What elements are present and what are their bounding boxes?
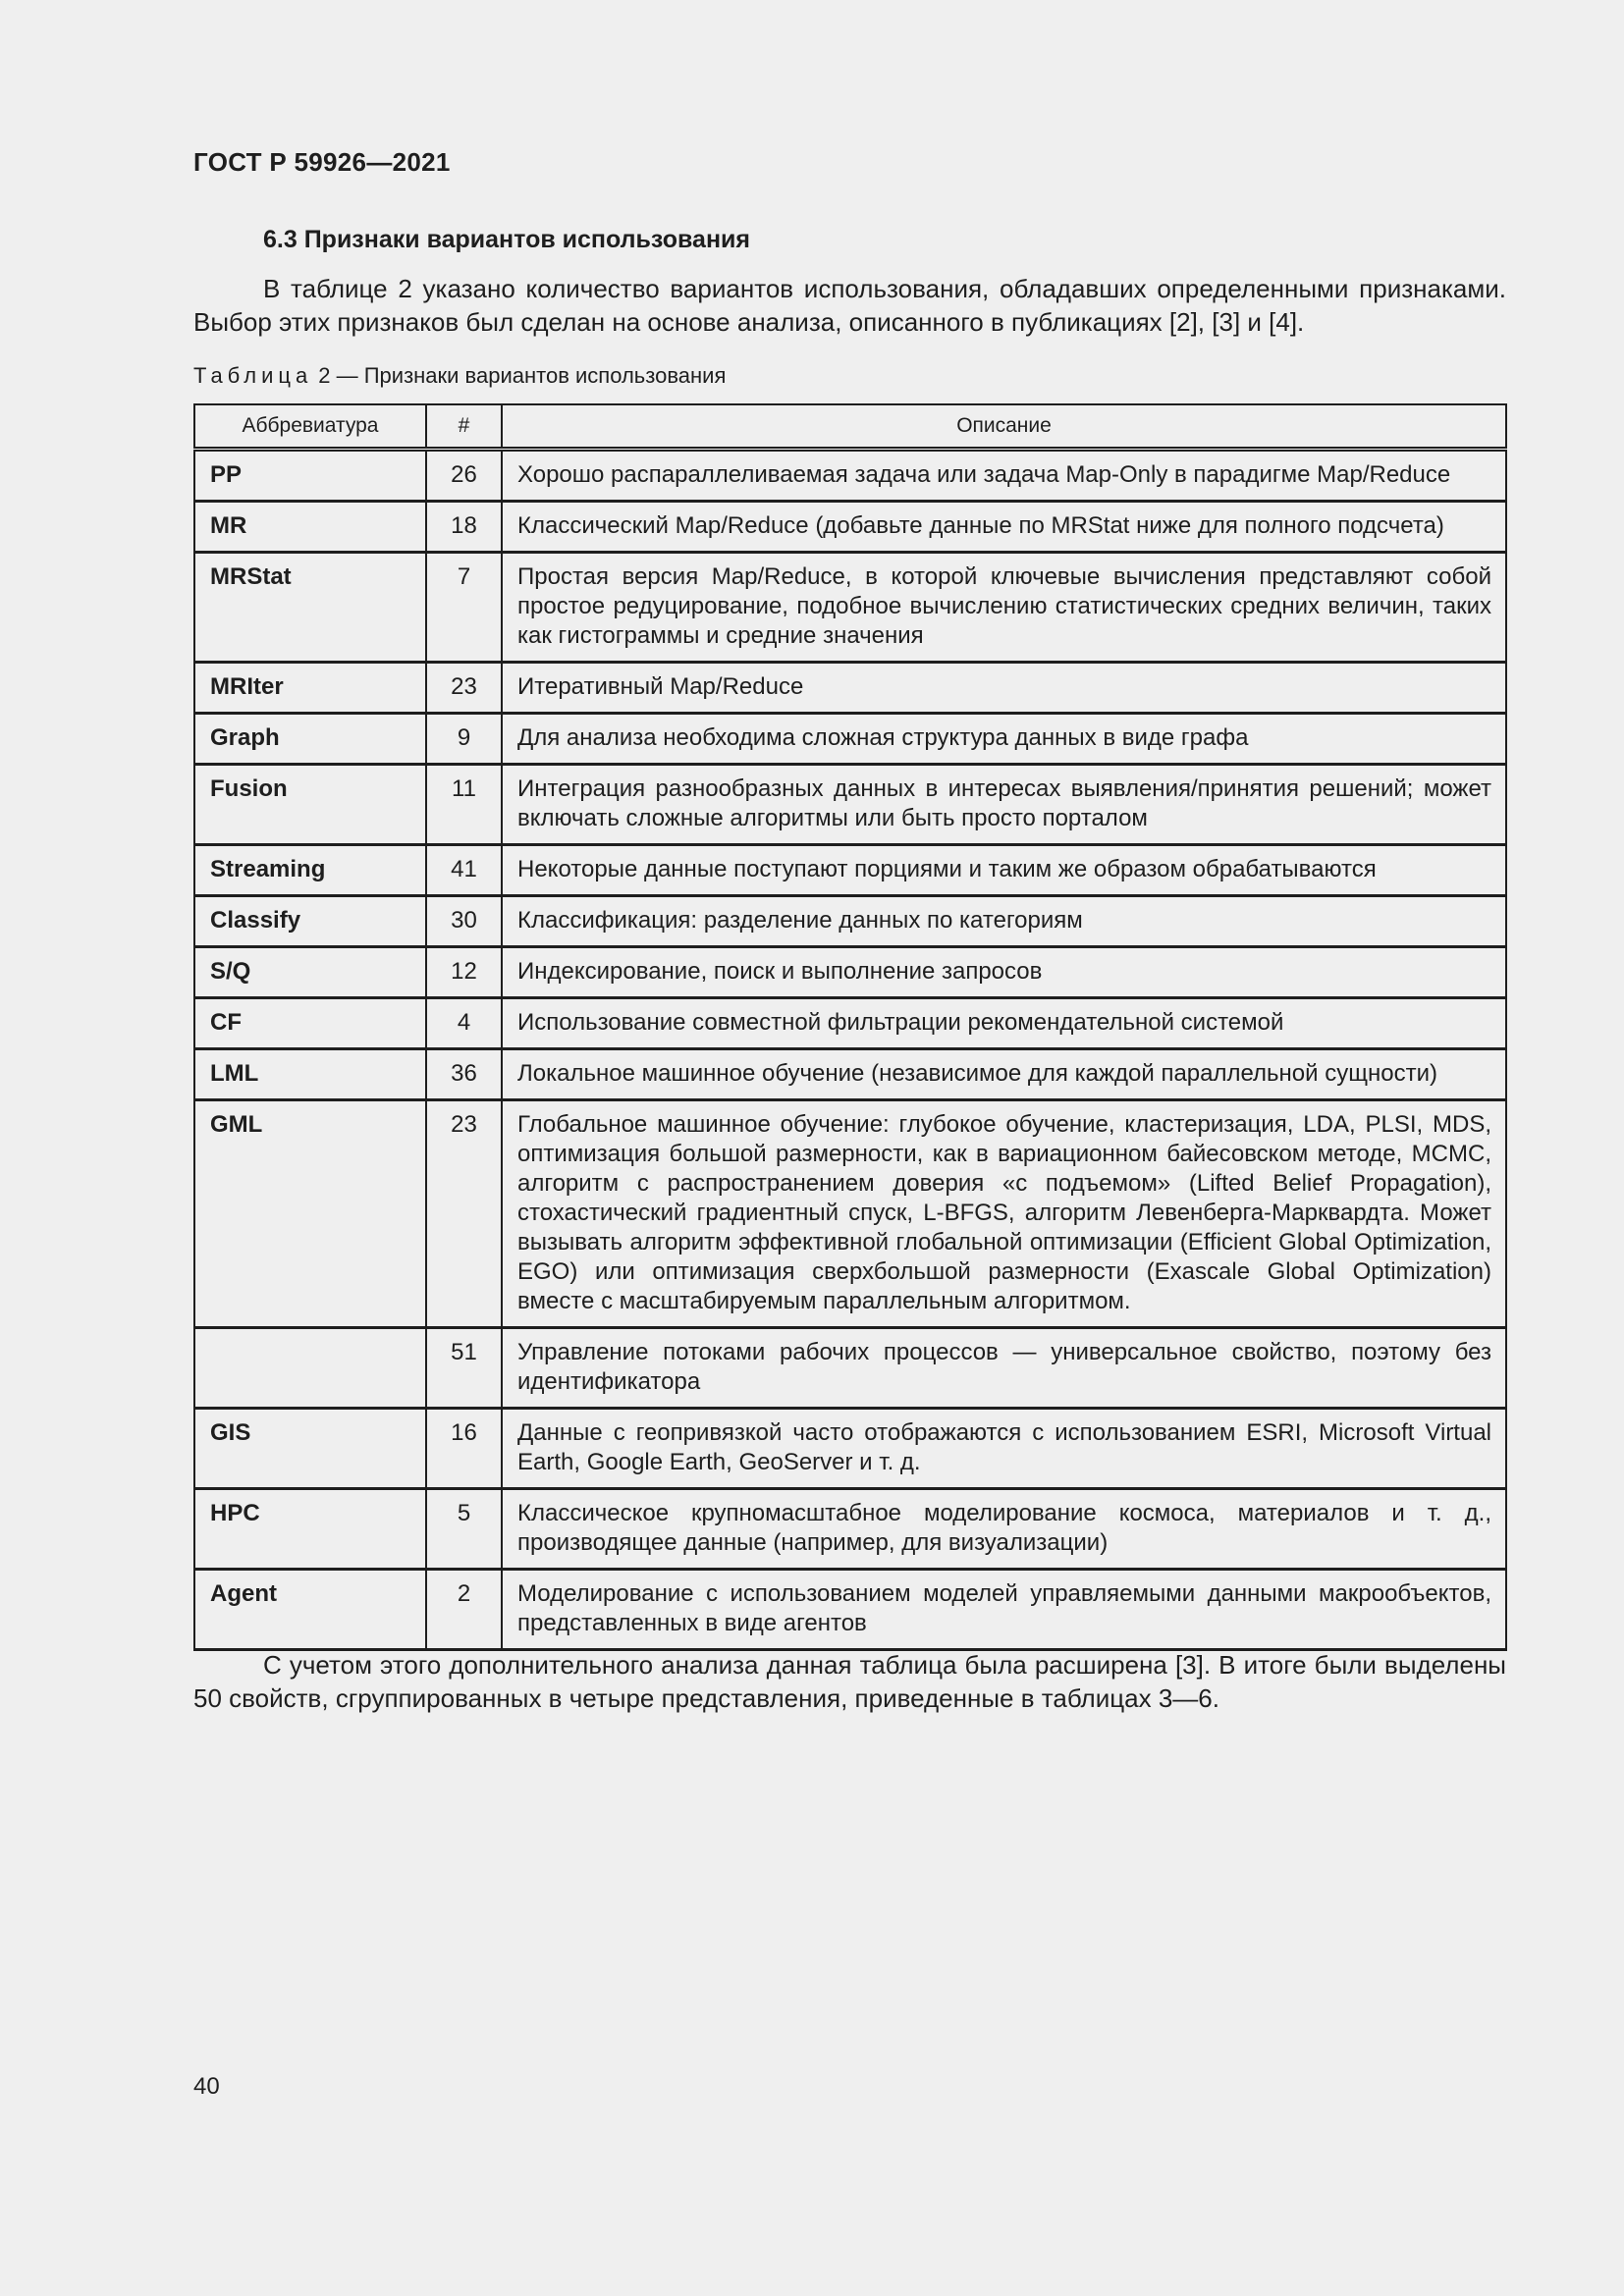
cell-description: Простая версия Map/Reduce, в которой ключевые вычисления представляют собой простое редуцирование, подобное вычислению статистических средних величин, таких как гистограммы и средние значения [502,553,1506,663]
conclusion-paragraph: С учетом этого дополнительного анализа данная таблица была расширена [3]. В итоге были выделены 50 свойств, сгруппированных в четыре представления, приведенные в таблицах 3—6. [193,1650,1506,1713]
cell-count: 26 [426,450,502,502]
cell-description: Некоторые данные поступают порциями и таким же образом обрабатываются [502,845,1506,896]
table-row [194,998,1506,1049]
intro-paragraph: В таблице 2 указано количество вариантов использования, обладавших определенными признаками. Выбор этих признаков был сделан на основе анализа, описанного в публикациях [2], [3] и [4]. [193,274,1506,337]
cell-count: 9 [426,714,502,765]
table-row [194,947,1506,998]
table-caption-label: Таблица [193,363,313,388]
table-row [194,1100,1506,1328]
cell-abbreviation: Graph [194,714,426,765]
cell-count: 7 [426,553,502,663]
document-header: ГОСТ Р 59926—2021 [193,147,451,177]
cell-abbreviation: HPC [194,1489,426,1570]
table-row [194,663,1506,714]
table-header-row [194,404,1506,450]
table-row [194,502,1506,553]
cell-description: Глобальное машинное обучение: глубокое обучение, кластеризация, LDA, PLSI, MDS, оптимизация большой размерности, как в вариационном байесовском методе, MCMC, алгоритм с распространением доверия «с подъемом» (Lifted Belief Propagation), стохастический градиентный спуск, L-BFGS, алгоритм Левенберга-Марквардта. Может вызывать алгоритм эффективной глобальной оптимизации (Efficient Global Optimization, EGO) или оптимизация сверхбольшой размерности (Exascale Global Optimization) вместе с масштабируемым параллельным алгоритмом. [502,1100,1506,1328]
table-row [194,896,1506,947]
page-number: 40 [193,2073,220,2100]
cell-count: 18 [426,502,502,553]
cell-count: 30 [426,896,502,947]
cell-description: Управление потоками рабочих процессов — универсальное свойство, поэтому без идентификатора [502,1328,1506,1409]
cell-count: 12 [426,947,502,998]
table-row [194,765,1506,845]
table-caption [193,363,726,389]
table-row [194,845,1506,896]
cell-description: Хорошо распараллеливаемая задача или задача Map-Only в парадигме Map/Reduce [502,450,1506,502]
header-count: # [426,404,502,450]
cell-abbreviation: Classify [194,896,426,947]
cell-abbreviation: LML [194,1049,426,1100]
cell-abbreviation: GIS [194,1409,426,1489]
table-row [194,1570,1506,1650]
header-abbreviation: Аббревиатура [194,404,426,450]
cell-description: Классическое крупномасштабное моделирование космоса, материалов и т. д., производящее данные (например, для визуализации) [502,1489,1506,1570]
cell-abbreviation: MR [194,502,426,553]
cell-abbreviation: MRIter [194,663,426,714]
cell-count: 51 [426,1328,502,1409]
cell-abbreviation: S/Q [194,947,426,998]
header-description: Описание [502,404,1506,450]
cell-count: 2 [426,1570,502,1650]
cell-abbreviation: CF [194,998,426,1049]
cell-abbreviation: Fusion [194,765,426,845]
cell-count: 5 [426,1489,502,1570]
cell-description: Данные с геопривязкой часто отображаются с использованием ESRI, Microsoft Virtual Earth, Google Earth, GeoServer и т. д. [502,1409,1506,1489]
cell-count: 23 [426,663,502,714]
section-title: 6.3 Признаки вариантов использования [263,226,750,253]
cell-description: Использование совместной фильтрации рекомендательной системой [502,998,1506,1049]
cell-description: Классификация: разделение данных по категориям [502,896,1506,947]
table-row [194,450,1506,502]
cell-count: 16 [426,1409,502,1489]
cell-count: 23 [426,1100,502,1328]
table-row [194,1489,1506,1570]
cell-count: 4 [426,998,502,1049]
cell-description: Индексирование, поиск и выполнение запросов [502,947,1506,998]
cell-abbreviation [194,1328,426,1409]
table-row [194,553,1506,663]
table-row [194,714,1506,765]
cell-description: Для анализа необходима сложная структура данных в виде графа [502,714,1506,765]
cell-description: Классический Map/Reduce (добавьте данные по MRStat ниже для полного подсчета) [502,502,1506,553]
table-row [194,1328,1506,1409]
table-caption-text: 2 — Признаки вариантов использования [318,363,727,388]
cell-description: Итеративный Map/Reduce [502,663,1506,714]
features-table [193,403,1507,1651]
cell-description: Локальное машинное обучение (независимое для каждой параллельной сущности) [502,1049,1506,1100]
table-row [194,1049,1506,1100]
cell-count: 11 [426,765,502,845]
cell-abbreviation: Streaming [194,845,426,896]
cell-abbreviation: Agent [194,1570,426,1650]
cell-abbreviation: PP [194,450,426,502]
cell-description: Моделирование с использованием моделей управляемыми данными макрообъектов, представленных в виде агентов [502,1570,1506,1650]
cell-description: Интеграция разнообразных данных в интересах выявления/принятия решений; может включать сложные алгоритмы или быть просто порталом [502,765,1506,845]
cell-count: 41 [426,845,502,896]
cell-count: 36 [426,1049,502,1100]
cell-abbreviation: GML [194,1100,426,1328]
table-row [194,1409,1506,1489]
cell-abbreviation: MRStat [194,553,426,663]
